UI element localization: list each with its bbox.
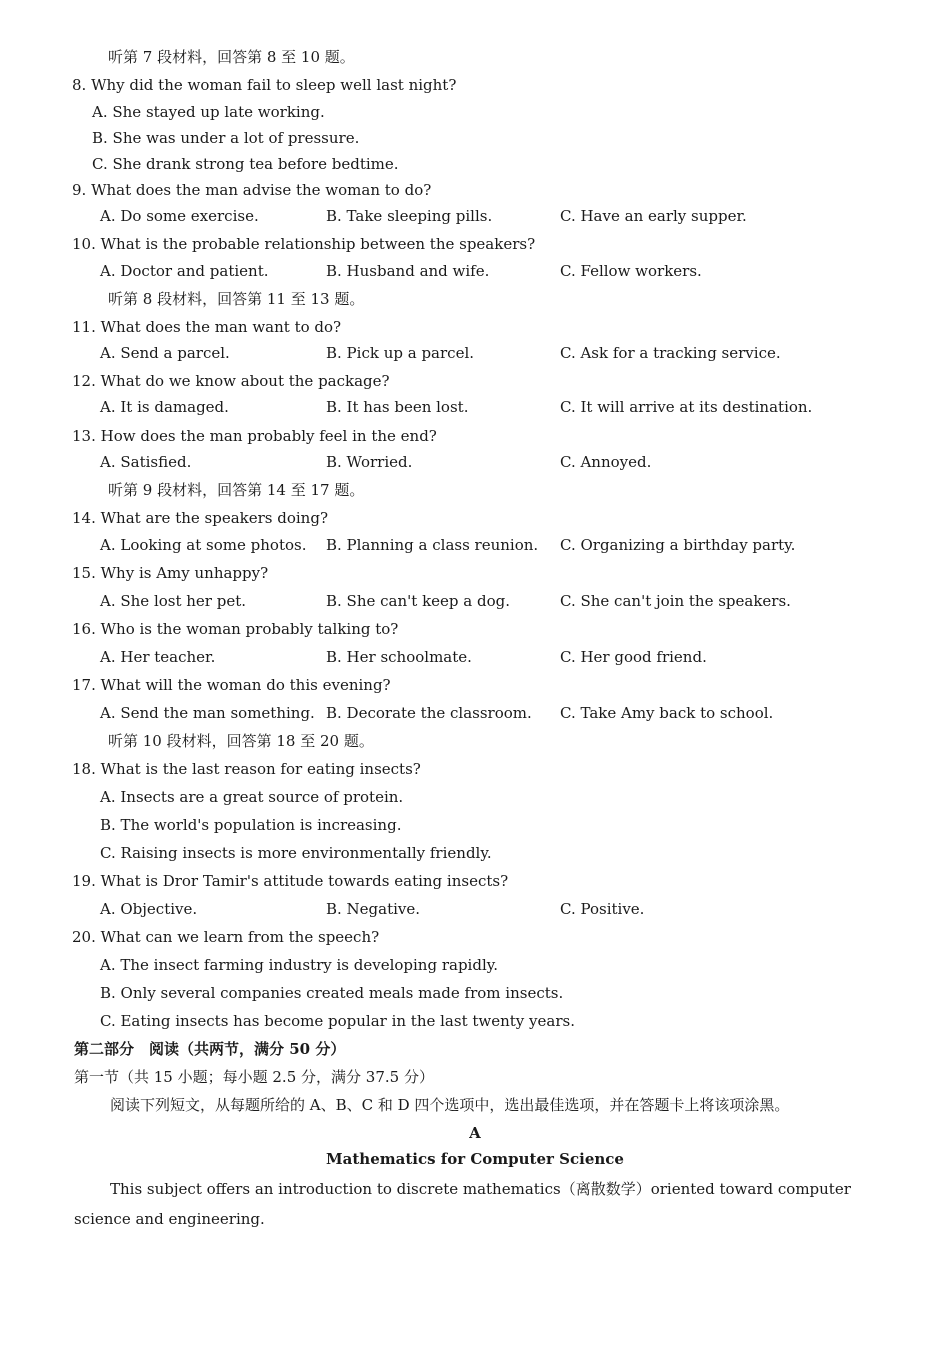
- answer-option-a: A. Do some exercise.: [100, 207, 259, 225]
- question-stem: 14. What are the speakers doing?: [72, 509, 328, 527]
- question-stem: 20. What can we learn from the speech?: [72, 928, 380, 946]
- section-instruction: 听第 9 段材料，回答第 14 至 17 题。: [108, 481, 365, 499]
- question-stem: 19. What is Dror Tamir's attitude towards eating insects?: [72, 872, 509, 890]
- answer-option-a: A. Objective.: [100, 900, 198, 918]
- question-stem: 12. What do we know about the package?: [72, 372, 390, 390]
- answer-option-c: C. Ask for a tracking service.: [560, 344, 781, 362]
- answer-option-a: A. Doctor and patient.: [100, 262, 269, 280]
- answer-option-b: B. Decorate the classroom.: [326, 704, 532, 722]
- answer-option-b: B. Worried.: [326, 453, 413, 471]
- answer-option-a: A. Her teacher.: [100, 648, 216, 666]
- answer-option: C. She drank strong tea before bedtime.: [92, 155, 399, 173]
- reading-part-title: 第二部分 阅读（共两节，满分 50 分）: [74, 1040, 346, 1058]
- reading-instruction: 阅读下列短文，从每题所给的 A、B、C 和 D 四个选项中，选出最佳选项，并在答题卡上将该项涂黑。: [110, 1096, 790, 1114]
- question-stem: 17. What will the woman do this evening?: [72, 676, 391, 694]
- question-stem: 9. What does the man advise the woman to do?: [72, 181, 432, 199]
- answer-option-a: A. Send the man something.: [100, 704, 315, 722]
- answer-option-b: B. Planning a class reunion.: [326, 536, 539, 554]
- answer-option-c: C. Take Amy back to school.: [560, 704, 774, 722]
- answer-option-a: A. It is damaged.: [100, 398, 229, 416]
- answer-option-c: C. It will arrive at its destination.: [560, 398, 813, 416]
- question-stem: 10. What is the probable relationship between the speakers?: [72, 235, 536, 253]
- answer-option-b: B. Pick up a parcel.: [326, 344, 475, 362]
- answer-option: A. She stayed up late working.: [92, 103, 325, 121]
- question-stem: 11. What does the man want to do?: [72, 318, 342, 336]
- reading-section-title: 第一节（共 15 小题；每小题 2.5 分，满分 37.5 分）: [74, 1068, 434, 1086]
- answer-option-c: C. She can't join the speakers.: [560, 592, 791, 610]
- answer-option: A. The insect farming industry is developing rapidly.: [100, 956, 498, 974]
- passage-title: Mathematics for Computer Science: [326, 1150, 624, 1168]
- section-instruction: 听第 8 段材料，回答第 11 至 13 题。: [108, 290, 365, 308]
- answer-option-a: A. Looking at some photos.: [100, 536, 307, 554]
- answer-option-c: C. Fellow workers.: [560, 262, 702, 280]
- question-stem: 13. How does the man probably feel in the end?: [72, 427, 437, 445]
- section-instruction: 听第 7 段材料，回答第 8 至 10 题。: [108, 48, 355, 66]
- answer-option-b: B. Her schoolmate.: [326, 648, 472, 666]
- passage-letter: A: [469, 1124, 481, 1142]
- question-stem: 8. Why did the woman fail to sleep well last night?: [72, 76, 457, 94]
- question-stem: 16. Who is the woman probably talking to?: [72, 620, 399, 638]
- question-stem: 15. Why is Amy unhappy?: [72, 564, 269, 582]
- section-instruction: 听第 10 段材料，回答第 18 至 20 题。: [108, 732, 374, 750]
- passage-paragraph: This subject offers an introduction to discrete mathematics（离散数学）oriented toward computer science and engineering.: [74, 1180, 851, 1228]
- answer-option-c: C. Positive.: [560, 900, 645, 918]
- answer-option-b: B. Negative.: [326, 900, 421, 918]
- answer-option-a: A. Send a parcel.: [100, 344, 230, 362]
- answer-option: B. She was under a lot of pressure.: [92, 129, 360, 147]
- question-stem: 18. What is the last reason for eating insects?: [72, 760, 421, 778]
- answer-option: B. The world's population is increasing.: [100, 816, 402, 834]
- answer-option-b: B. Take sleeping pills.: [326, 207, 493, 225]
- answer-option-a: A. Satisfied.: [100, 453, 192, 471]
- answer-option-b: B. She can't keep a dog.: [326, 592, 510, 610]
- answer-option-b: B. It has been lost.: [326, 398, 469, 416]
- answer-option-c: C. Have an early supper.: [560, 207, 747, 225]
- answer-option-c: C. Her good friend.: [560, 648, 707, 666]
- answer-option: C. Raising insects is more environmentally friendly.: [100, 844, 492, 862]
- answer-option: C. Eating insects has become popular in the last twenty years.: [100, 1012, 575, 1030]
- answer-option-a: A. She lost her pet.: [100, 592, 247, 610]
- answer-option-c: C. Organizing a birthday party.: [560, 536, 796, 554]
- answer-option-b: B. Husband and wife.: [326, 262, 490, 280]
- answer-option: B. Only several companies created meals made from insects.: [100, 984, 564, 1002]
- answer-option: A. Insects are a great source of protein.: [100, 788, 404, 806]
- answer-option-c: C. Annoyed.: [560, 453, 652, 471]
